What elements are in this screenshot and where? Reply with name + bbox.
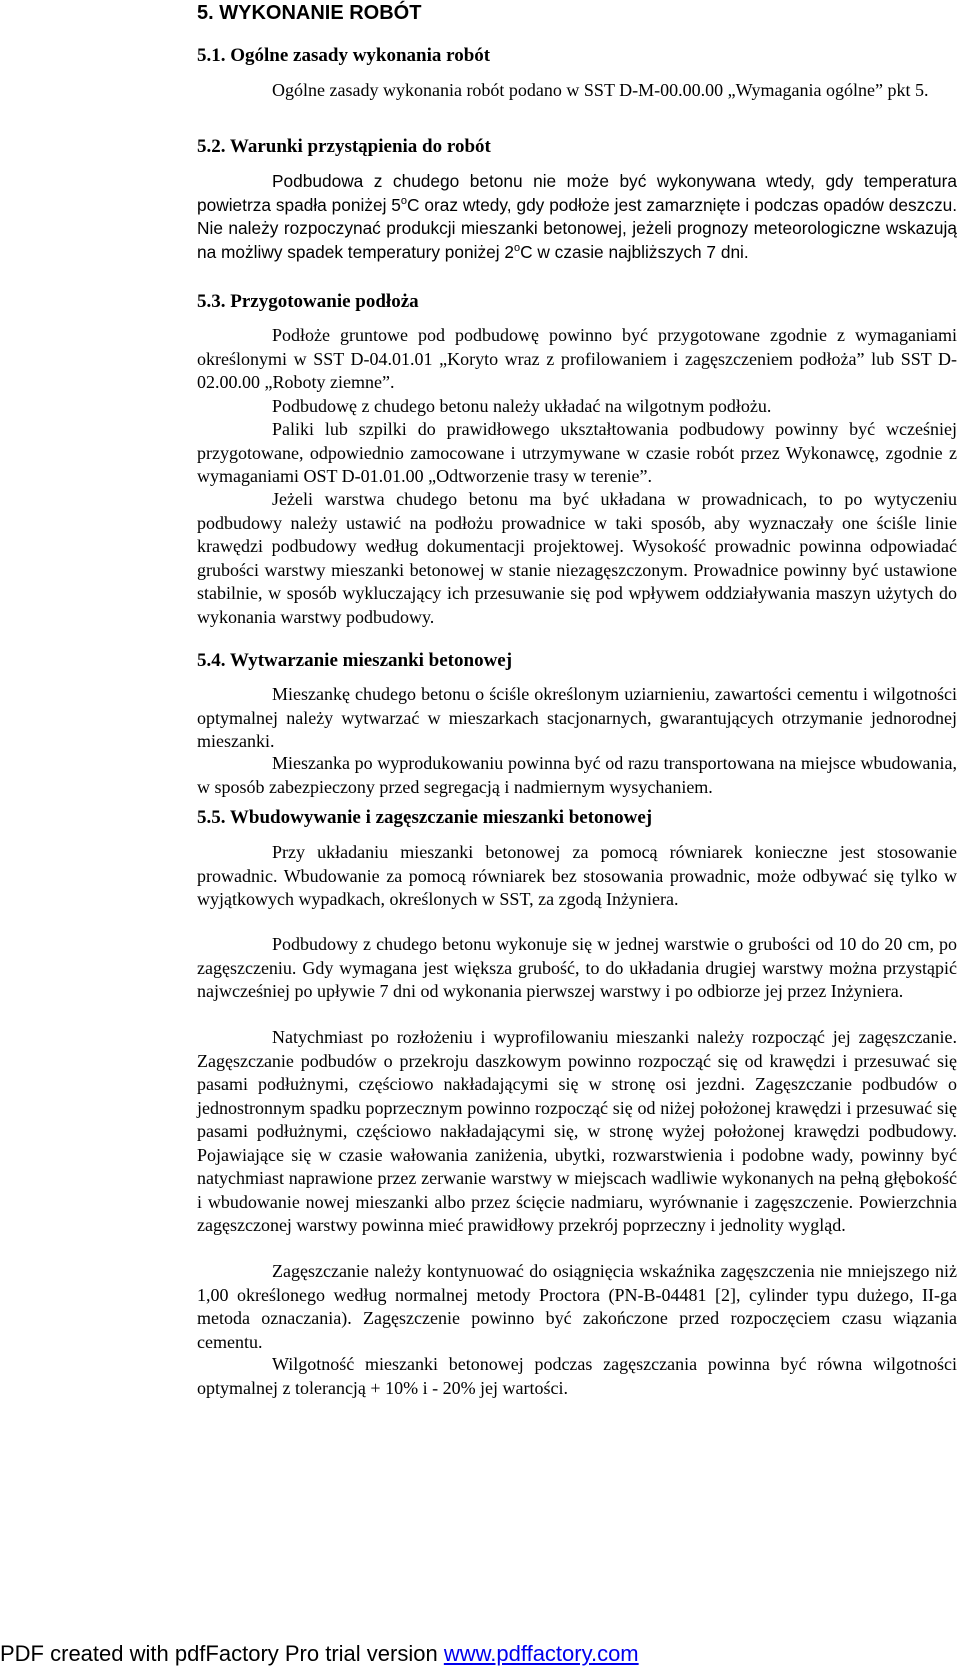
chapter-heading: 5. WYKONANIE ROBÓT bbox=[197, 2, 422, 24]
degree-superscript: o bbox=[513, 241, 521, 254]
section-5-5-paragraph-1: Przy układaniu mieszanki betonowej za pomocą równiarek konieczne jest stosowanie prowadnic. Wbudowanie za pomocą równiarek bez stosowania prowadnic, może odbywać się tylko w wyjątkowych wypadkach, określonych w SST, za zgodą Inżyniera. bbox=[197, 842, 957, 909]
section-5-5-paragraph-2: Podbudowy z chudego betonu wykonuje się w jednej warstwie o grubości od 10 do 20 cm, po zagęszczeniu. Gdy wymagana jest większa grubość, to do układania drugiej warstwy można przystąpić najwcześniej po upływie 7 dni od wykonania pierwszej warstwy i po odbiorze jej przez Inżyniera. bbox=[197, 934, 957, 1001]
section-5-1-title: 5.1. Ogólne zasady wykonania robót bbox=[197, 45, 491, 66]
section-5-3-paragraph-1: Podłoże gruntowe pod podbudowę powinno być przygotowane zgodnie z wymaganiami określonymi w SST D-04.01.01 „Koryto wraz z profilowaniem i zagęszczeniem podłoża” lub SST D-02.00.00 „Roboty ziemne”. bbox=[197, 325, 957, 392]
section-5-2-paragraph bbox=[197, 170, 957, 264]
footer-text: PDF created with pdfFactory Pro trial version bbox=[0, 1641, 444, 1666]
section-5-5-title: 5.5. Wbudowywanie i zagęszczanie mieszanki betonowej bbox=[197, 807, 653, 828]
text-run: C oraz wtedy, gdy podłoże jest zamarznięte i podczas opadów deszczu. Nie należy rozpoczynać produkcji mieszanki betonowej, jeżeli prognozy meteorologiczne wskazują na możliwy spadek temperatury poniżej 2 bbox=[197, 194, 957, 262]
pdffactory-link[interactable]: www.pdffactory.com bbox=[443, 1641, 639, 1666]
section-5-2-title: 5.2. Warunki przystąpienia do robót bbox=[197, 136, 491, 157]
degree-superscript: o bbox=[400, 194, 408, 207]
section-5-3-paragraph-4: Jeżeli warstwa chudego betonu ma być układana w prowadnicach, to po wytyczeniu podbudowy należy ustawić na podłożu prowadnice w taki sposób, aby wyznaczały one ściśle linie krawędzi podbudowy według dokumentacji projektowej. Wysokość prowadnic powinna odpowiadać grubości warstwy mieszanki betonowej w stanie niezagęszczonym. Prowadnice powinny być ustawione stabilnie, w sposób wykluczający ich przesuwanie się pod wpływem oddziaływania maszyn użytych do wykonania warstwy podbudowy. bbox=[197, 489, 957, 627]
section-5-3-title: 5.3. Przygotowanie podłoża bbox=[197, 291, 419, 312]
section-5-5-paragraph-5: Wilgotność mieszanki betonowej podczas zagęszczania powinna być równa wilgotności optymalnej z tolerancją + 10% i - 20% jej wartości. bbox=[197, 1354, 957, 1398]
text-run: Podbudowa z chudego betonu nie może być wykonywana wtedy, gdy temperatura powietrza spadła poniżej 5 bbox=[197, 171, 957, 215]
pdf-creator-footer bbox=[0, 1640, 639, 1668]
section-5-4-paragraph-2: Mieszanka po wyprodukowaniu powinna być od razu transportowana na miejsce wbudowania, w sposób zabezpieczony przed segregacją i nadmiernym wysychaniem. bbox=[197, 753, 957, 797]
section-5-5-paragraph-3: Natychmiast po rozłożeniu i wyprofilowaniu mieszanki należy rozpocząć jej zagęszczanie. Zagęszczanie podbudów o przekroju daszkowym powinno rozpocząć się od krawędzi i przesuwać się pasami podłużnymi, częściowo nakładającymi się w stronę osi jezdni. Zagęszczanie podbudów o jednostronnym spadku poprzecznym powinno rozpocząć się od niżej położonej krawędzi i przesuwać się pasami podłużnymi, częściowo nakładającymi się, w stronę wyżej położonej krawędzi podbudowy. Pojawiające się w czasie wałowania zaniżenia, ubytki, rozwarstwienia i podobne wady, powinny być natychmiast naprawione przez zerwanie warstwy w miejscach wadliwie wykonanych na pełną głębokość i wbudowanie nowej mieszanki albo przez ścięcie nadmiaru, wyrównanie i zagęszczenie. Powierzchnia zagęszczonej warstwy powinna mieć prawidłowy przekrój poprzeczny i jednolity wygląd. bbox=[197, 1027, 957, 1235]
section-5-5-paragraph-4: Zagęszczanie należy kontynuować do osiągnięcia wskaźnika zagęszczenia nie mniejszego niż 1,00 określonego według normalnej metody Proctora (PN-B-04481 [2], cylinder typu dużego, II-ga metoda oznaczania). Zagęszczenie powinno być zakończone przed rozpoczęciem czasu wiązania cementu. bbox=[197, 1261, 957, 1352]
section-5-4-title: 5.4. Wytwarzanie mieszanki betonowej bbox=[197, 650, 513, 671]
section-5-1-paragraph: Ogólne zasady wykonania robót podano w SST D-M-00.00.00 „Wymagania ogólne” pkt 5. bbox=[272, 80, 929, 100]
text-run: C w czasie najbliższych 7 dni. bbox=[520, 241, 749, 262]
section-5-3-paragraph-2: Podbudowę z chudego betonu należy układać na wilgotnym podłożu. bbox=[272, 396, 772, 416]
section-5-3-paragraph-3: Paliki lub szpilki do prawidłowego ukształtowania podbudowy powinny być wcześniej przygotowane, odpowiednio zamocowane i utrzymywane w czasie robót przez Wykonawcę, zgodnie z wymaganiami OST D-01.01.00 „Odtworzenie trasy w terenie”. bbox=[197, 419, 957, 486]
section-5-4-paragraph-1: Mieszankę chudego betonu o ściśle określonym uziarnieniu, zawartości cementu i wilgotności optymalnej należy wytwarzać w mieszarkach stacjonarnych, gwarantujących otrzymanie jednorodnej mieszanki. bbox=[197, 684, 957, 751]
